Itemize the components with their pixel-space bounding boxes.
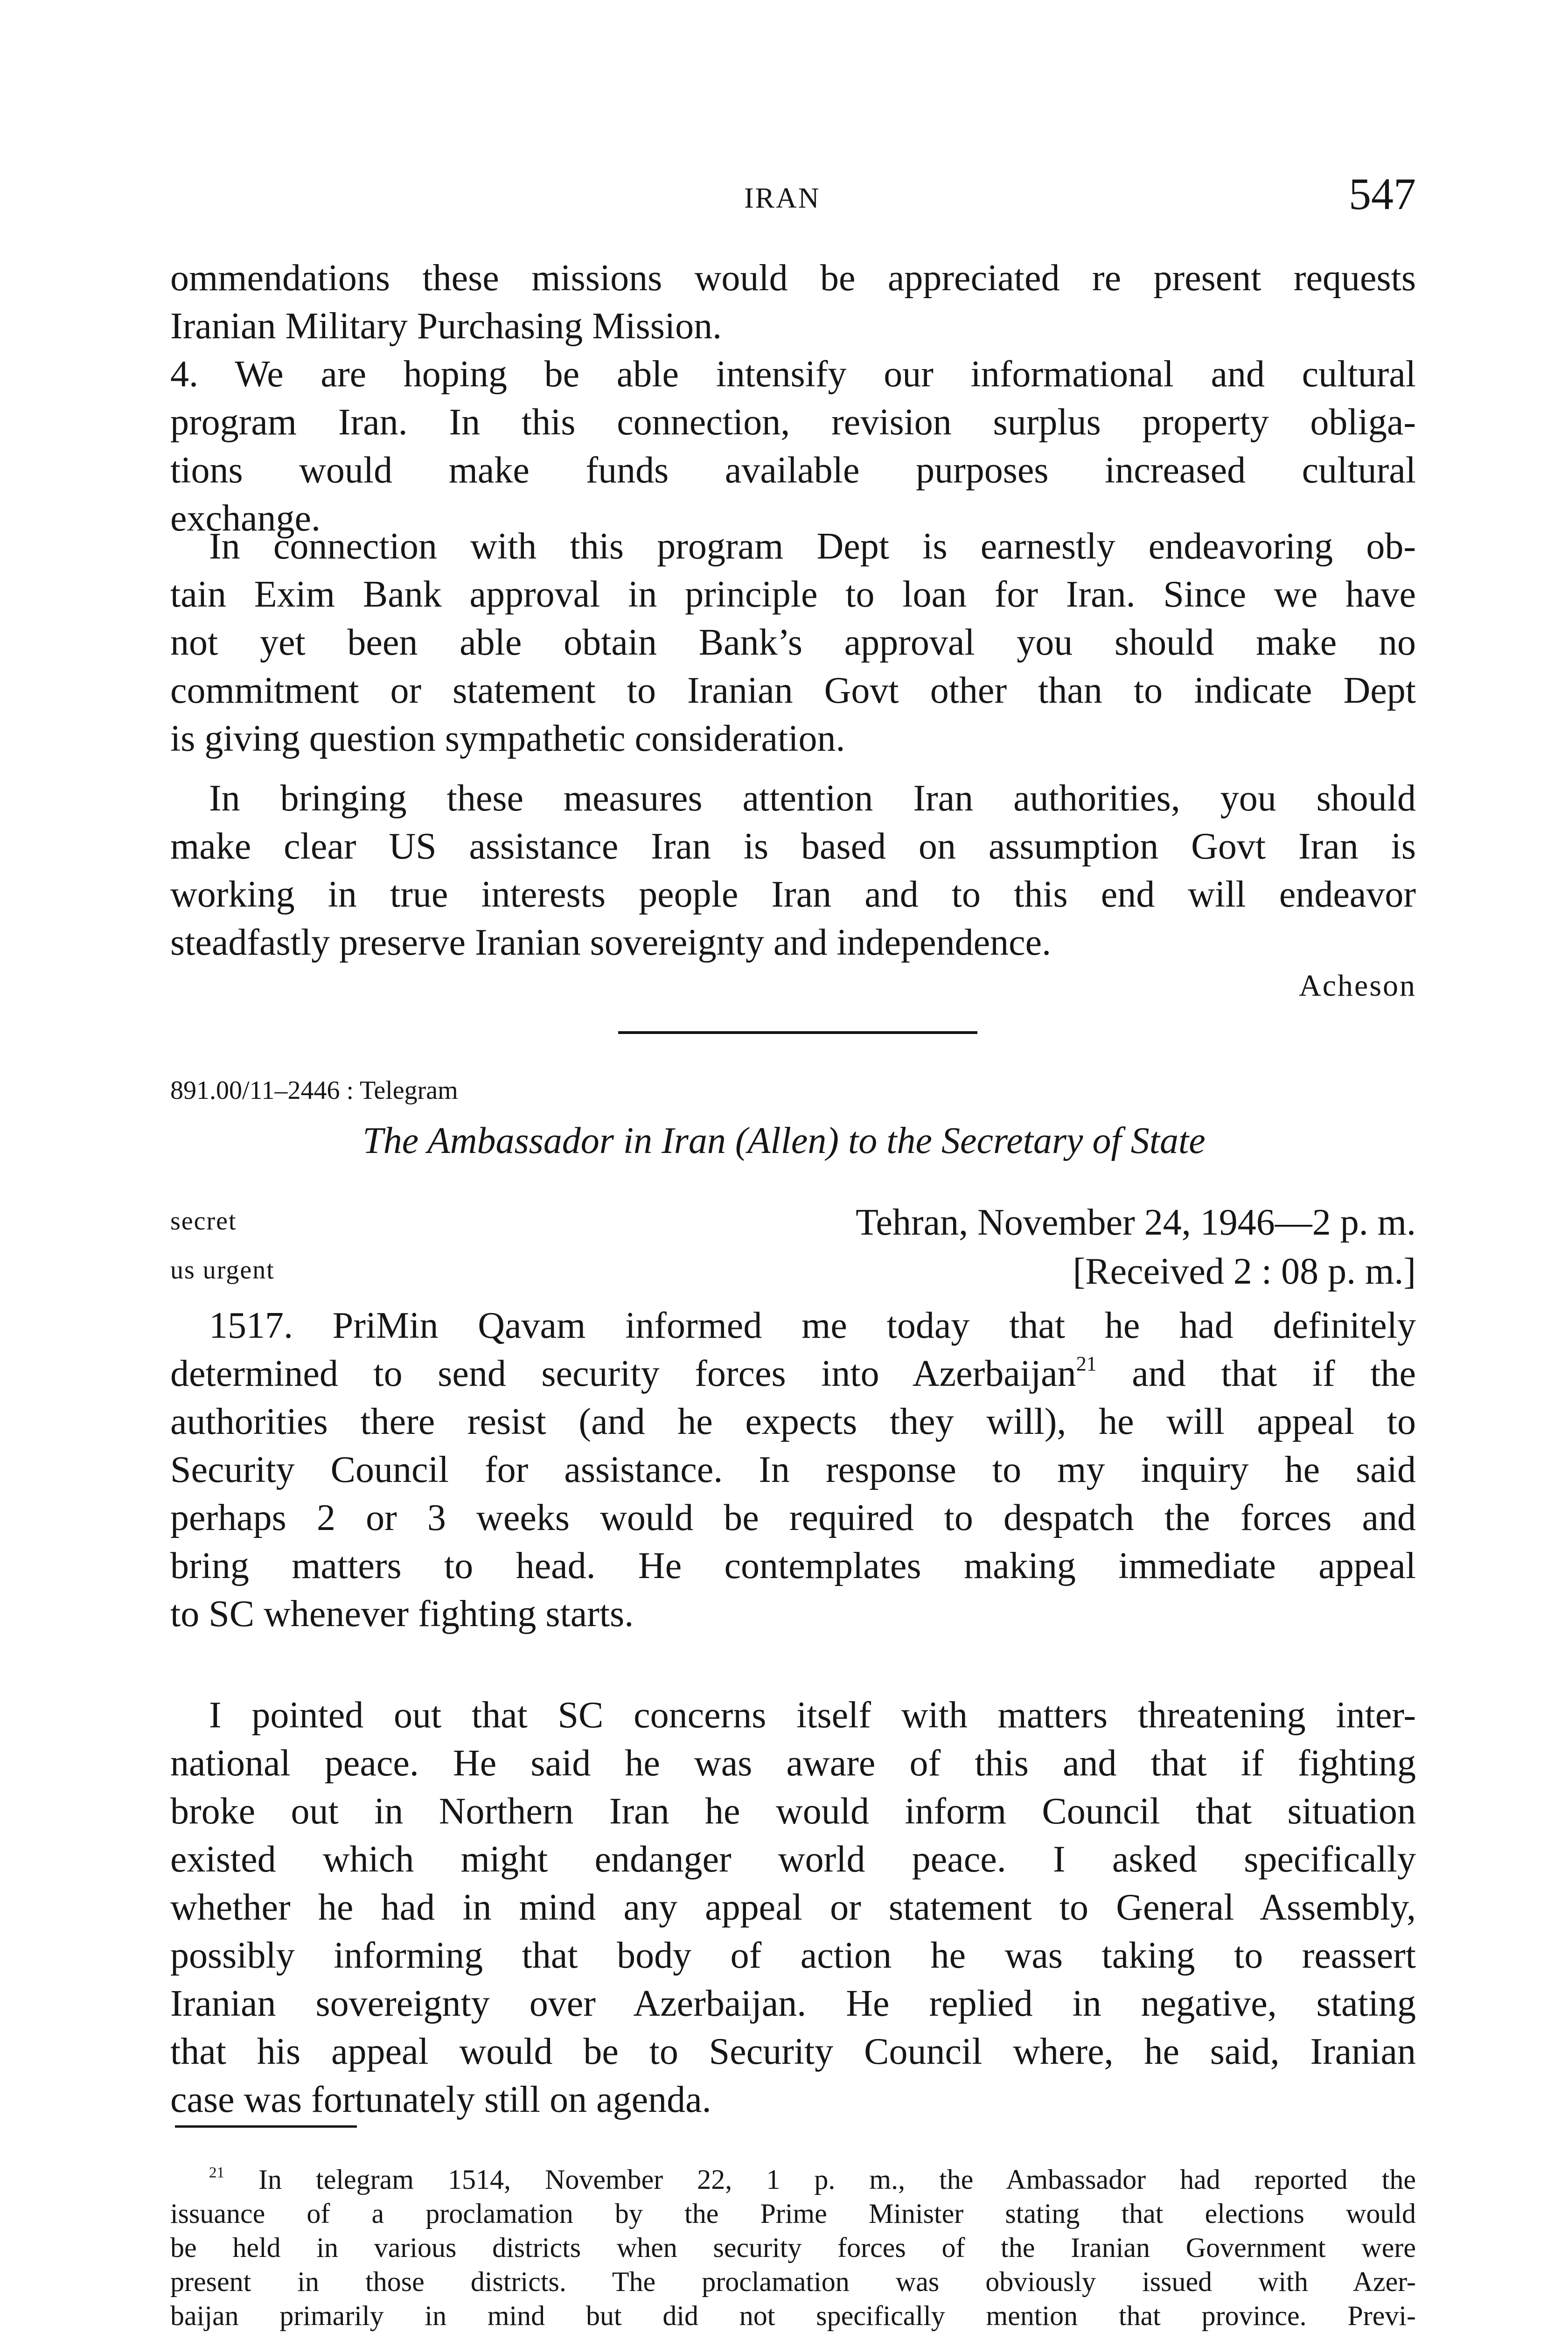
text-line: to SC whenever fighting starts. [170, 1593, 634, 1634]
text-line: tions would make funds available purposes increased cultural [170, 450, 1416, 491]
text-line: whether he had in mind any appeal or statement to General Assembly, [170, 1887, 1416, 1928]
text-line: bring matters to head. He contemplates making immediate appeal [170, 1545, 1416, 1586]
text-line: program Iran. In this connection, revision surplus property obliga- [170, 402, 1416, 443]
page-number: 547 [1349, 169, 1416, 219]
section-divider [618, 1031, 977, 1034]
connection-paragraph [170, 523, 1416, 763]
text-line: Security Council for assistance. In response to my inquiry he said [170, 1449, 1416, 1490]
text-line: commitment or statement to Iranian Govt other than to indicate Dept [170, 670, 1416, 711]
text-line: issuance of a proclamation by the Prime Minister stating that elections would [170, 2198, 1416, 2229]
text-line: 1517. PriMin Qavam informed me today that he had definitely [209, 1305, 1416, 1346]
text-segment: determined to send security forces into Azerbaijan [170, 1353, 1076, 1394]
text-line: tain Exim Bank approval in principle to loan for Iran. Since we have [170, 574, 1416, 615]
text-line: I pointed out that SC concerns itself with matters threatening inter- [209, 1695, 1416, 1736]
text-line: In connection with this program Dept is earnestly endeavoring ob- [209, 526, 1416, 567]
bringing-paragraph [170, 775, 1416, 967]
telegram-paragraph-pointed [170, 1691, 1416, 2124]
text-segment: In telegram 1514, November 22, 1 p. m., the Ambassador had reported the [224, 2164, 1416, 2195]
signature [1299, 968, 1416, 1004]
footnote-divider [175, 2125, 357, 2128]
heading-text: The Ambassador in Iran [362, 1120, 735, 1161]
received-time: [Received 2 : 08 p. m.] [1073, 1251, 1416, 1292]
telegram-paragraph-1517 [170, 1302, 1416, 1638]
text-line: possibly informing that body of action he was taking to reassert [170, 1935, 1416, 1976]
text-line: national peace. He said he was aware of this and that if fighting [170, 1743, 1416, 1784]
signature-text: Acheson [1299, 969, 1416, 1003]
text-line: present in those districts. The proclamation was obviously issued with Azer- [170, 2266, 1416, 2297]
text-segment: and that if the [1096, 1353, 1416, 1394]
text-line: perhaps 2 or 3 weeks would be required to despatch the forces and [170, 1497, 1416, 1538]
heading-text: to the Secretary of State [839, 1120, 1206, 1161]
intro-paragraph [170, 254, 1416, 543]
telegram-heading [0, 1120, 1568, 1162]
text-line: Iranian sovereignty over Azerbaijan. He replied in negative, stating [170, 1983, 1416, 2024]
text-line: that his appeal would be to Security Council where, he said, Iranian [170, 2031, 1416, 2072]
footnote-marker: 21 [209, 2164, 224, 2181]
footnote [170, 2163, 1416, 2333]
text-line: not yet been able obtain Bank’s approval you should make no [170, 622, 1416, 663]
text-line [170, 1350, 1416, 1398]
dateline: Tehran, November 24, 1946—2 p. m. [856, 1202, 1416, 1243]
precedence-label: us urgent [170, 1256, 275, 1285]
text-line: is giving question sympathetic consideration. [170, 718, 845, 759]
file-reference: 891.00/11–2446 : Telegram [170, 1076, 458, 1105]
classification-label: secret [170, 1207, 237, 1236]
text-line: 4. We are hoping be able intensify our informational and cultural [170, 354, 1416, 395]
running-title: IRAN [744, 182, 821, 214]
text-line: authorities there resist (and he expects they will), he will appeal to [170, 1401, 1416, 1442]
text-line: be held in various districts when security forces of the Iranian Government were [170, 2232, 1416, 2263]
text-line: Iranian Military Purchasing Mission. [170, 306, 722, 347]
text-line: broke out in Northern Iran he would inform Council that situation [170, 1791, 1416, 1832]
text-line [170, 2163, 1416, 2197]
footnote-ref: 21 [1076, 1352, 1097, 1375]
running-head [170, 168, 1416, 219]
text-line: ommendations these missions would be appreciated re present requests [170, 258, 1416, 299]
text-line: existed which might endanger world peace. I asked specifically [170, 1839, 1416, 1880]
text-line: steadfastly preserve Iranian sovereignty and independence. [170, 922, 1052, 963]
text-line: case was fortunately still on agenda. [170, 2079, 711, 2120]
text-line: working in true interests people Iran and to this end will endeavor [170, 874, 1416, 915]
text-line: baijan primarily in mind but did not specifically mention that province. Previ- [170, 2300, 1416, 2331]
text-line: exchange. [170, 498, 321, 539]
heading-name: (Allen) [735, 1120, 839, 1161]
text-line: In bringing these measures attention Iran authorities, you should [209, 778, 1416, 819]
text-line: make clear US assistance Iran is based on assumption Govt Iran is [170, 826, 1416, 867]
